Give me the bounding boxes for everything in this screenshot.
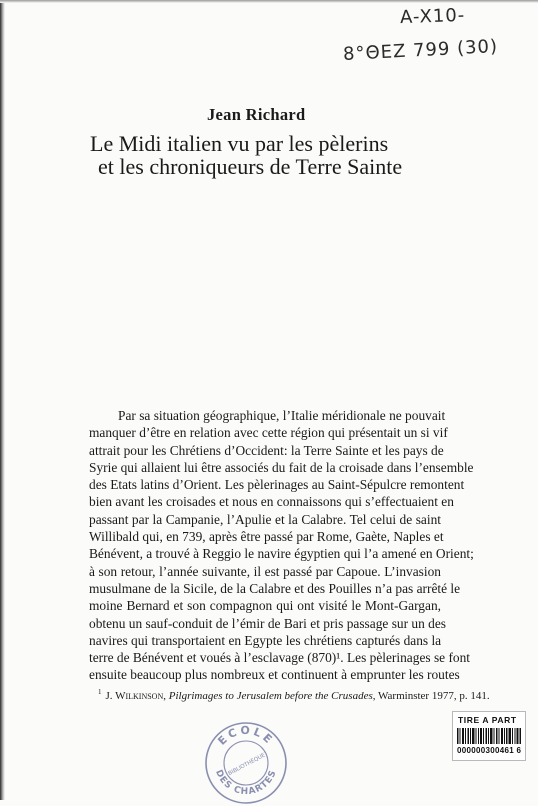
barcode-icon xyxy=(457,728,521,744)
offprint-label xyxy=(452,711,526,761)
body-line: obtenu un sauf-conduit de l’émir de Bari et pris passage sur un des xyxy=(89,615,446,631)
title-line-2: et les chroniqueurs de Terre Sainte xyxy=(98,154,403,179)
page-edge-shadow xyxy=(0,0,5,800)
body-line: passant par la Campanie, l’Apulie et la Calabre. Tel celui de saint xyxy=(89,511,441,527)
body-line: Willibald qui, en 739, après être passé par Rome, Gaète, Naples et xyxy=(89,529,444,545)
body-line: Par sa situation géographique, l’Italie méridionale ne pouvait xyxy=(118,408,446,423)
stamp-center-text: BIBLIOTHÈQUE xyxy=(227,752,267,778)
body-line: navires qui transportaient en Egypte les chrétiens capturés dans la xyxy=(89,632,442,648)
body-paragraph xyxy=(89,407,474,684)
footnote: $^1$ J. Wilkinson, Pilgrimages to Jerusalem before the Crusades, Warminster 1977, p. 141. xyxy=(98,688,490,702)
body-line: attrait pour les Chrétiens d’Occident: la Terre Sainte et les pays de xyxy=(89,442,444,458)
footnote-rest: , Warminster 1977, p. 141. xyxy=(372,690,490,702)
offprint-label-heading: TIRE A PART xyxy=(458,715,517,725)
svg-text:DES CHARTES xyxy=(213,769,279,798)
handwritten-shelfmark-1: A-X10- xyxy=(399,4,466,29)
author-name: Jean Richard xyxy=(207,105,306,124)
body-line: musulmane de la Sicile, de la Calabre et des Pouilles n’a pas arrêté le xyxy=(89,580,461,596)
page-edge-top-shadow xyxy=(0,0,538,3)
body-line: bien avant les croisades et nous en connaissons qui s’effectuaient en xyxy=(89,494,454,510)
stamp-bottom-text: DES CHARTES xyxy=(213,768,279,798)
handwritten-shelfmark-2: 8°ΘEZ 799 (30) xyxy=(342,35,499,66)
stamp-top-text: ECOLE xyxy=(215,723,277,748)
svg-text:ECOLE xyxy=(215,724,276,748)
body-line: terre de Bénévent et voués à l’esclavage (870)¹. Les pèlerinages se font xyxy=(89,650,471,666)
title-line-1: Le Midi italien vu par les pèlerins xyxy=(90,131,389,156)
footnote-title: Pilgrimages to Jerusalem before the Crusades xyxy=(168,690,373,702)
body-line: des Etats latins d’Orient. Les pèlerinages au Saint-Sépulcre remontent xyxy=(89,477,465,493)
footnote-author: J. Wilkinson xyxy=(105,690,164,702)
body-line: Bénévent, a trouvé à Reggio le navire égyptien qui l’a amené en Orient; xyxy=(89,546,474,562)
library-stamp xyxy=(203,720,289,806)
body-line: ensuite beaucoup plus nombreux et continuent à emprunter les routes xyxy=(89,667,460,683)
body-line: moine Bernard et son compagnon qui ont visité le Mont-Gargan, xyxy=(89,598,441,614)
article-title xyxy=(90,132,490,178)
body-line: à son retour, l’année suivante, il est passé par Capoue. L’invasion xyxy=(89,563,441,579)
body-line: Syrie qui allaient lui être associés du fait de la croisade dans l’ensemble xyxy=(89,459,474,475)
footnote-marker: 1 xyxy=(98,688,102,696)
body-line: manquer d’être en relation avec cette région qui présentait un si vif xyxy=(89,425,448,441)
offprint-label-code: 000000300461 6 xyxy=(457,746,522,755)
